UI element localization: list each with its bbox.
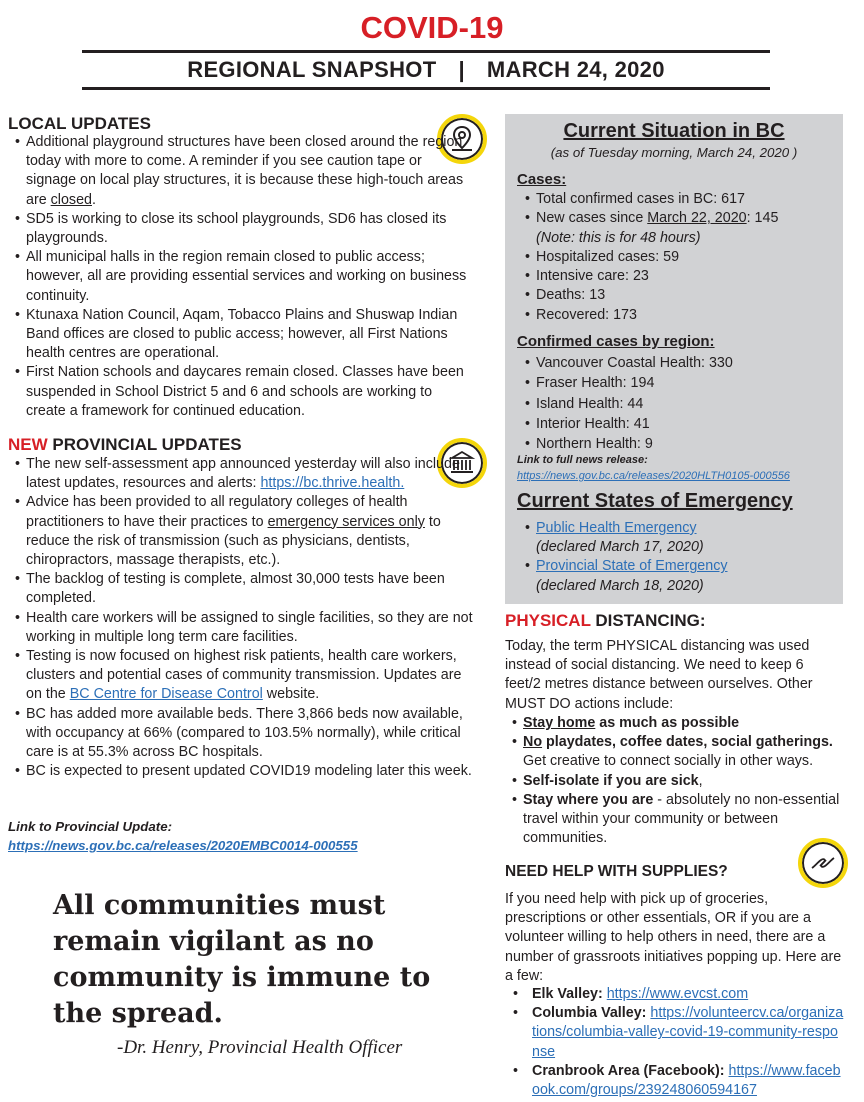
distancing-heading xyxy=(505,610,706,632)
item-text: BC has added more available beds. There 3,866 beds now available, with occupancy at 66% (compared to 103.5% normally), while critical care is at 55.3% across BC hospitals. xyxy=(26,705,463,761)
case-stat-text: Intensive care: 23 xyxy=(536,268,649,285)
local-update-item xyxy=(8,248,470,306)
distancing-rest: , xyxy=(698,772,703,789)
case-stat-text: Hospitalized cases: 59 xyxy=(536,248,680,265)
cases-heading: Cases: xyxy=(517,171,567,188)
region-item: • Fraser Health: 194 xyxy=(518,373,838,393)
supply-label: Columbia Valley: xyxy=(532,1005,647,1022)
heading-provincial-label: PROVINCIAL UPDATES xyxy=(47,435,242,454)
distancing-item xyxy=(505,772,850,791)
supply-label: Cranbrook Area (Facebook): xyxy=(532,1062,725,1079)
supply-item xyxy=(505,1004,845,1062)
quote-attribution: -Dr. Henry, Provincial Health Officer xyxy=(117,1037,403,1058)
emergency-item xyxy=(518,519,838,557)
emergency-link[interactable]: Public Health Emergency xyxy=(536,520,697,536)
bullet: • xyxy=(513,1062,519,1079)
case-stat-text: Total confirmed cases in BC: 617 xyxy=(536,191,745,207)
supply-link[interactable]: https://volunteercv.ca/organizations/columbia-valley-covid-19-community-response xyxy=(532,1005,844,1060)
case-stat-text: Recovered: 173 xyxy=(536,306,637,323)
supply-label: Elk Valley: xyxy=(532,986,603,1002)
supplies-intro: If you need help with pick up of groceries, prescriptions or other essentials, OR if you are a volunteer willing to help others in need, there are a number of grassroots initiatives popping up. Here are a few: xyxy=(505,891,842,984)
provincial-update-item xyxy=(8,705,478,763)
item-text: Advice has been provided to all regulatory colleges of health practitioners to have their practices to xyxy=(26,494,408,530)
item-underlined: closed xyxy=(50,191,92,208)
provincial-update-link[interactable]: https://news.gov.bc.ca/releases/2020EMBC0014-000555 xyxy=(8,838,358,853)
distancing-bold: Self-isolate if you are sick xyxy=(523,772,699,789)
local-update-item xyxy=(8,133,470,210)
local-update-item xyxy=(8,363,470,421)
region-item: • Vancouver Coastal Health: 330 xyxy=(518,353,838,373)
item-text: Additional playground structures have been closed around the region today with more to come. A reminder if you see caution tape or signage on local play structures, it is because these high-touch areas are xyxy=(26,134,464,208)
item-text: Testing is now focused on highest risk patients, health care workers, clusters and potential cases of community transmission. Updates are on the xyxy=(26,648,462,703)
case-stat-value: : 145 xyxy=(746,210,779,227)
situation-title: Current Situation in BC xyxy=(563,120,785,142)
case-stat-item xyxy=(518,190,838,209)
subtitle-left: REGIONAL SNAPSHOT xyxy=(187,57,437,82)
item-text-end: to reduce the risk of transmission (such as physicians, dentists, chiropractors, massage therapists, etc.). xyxy=(26,513,441,569)
news-release-link[interactable]: https://news.gov.bc.ca/releases/2020HLTH0105-000556 xyxy=(517,470,790,482)
case-stat-item xyxy=(518,306,838,325)
provincial-update-item xyxy=(8,647,478,705)
region-item: • Island Health: 44 xyxy=(518,394,838,414)
item-text: The new self-assessment app announced yesterday will also include latest updates, resources and alerts: xyxy=(26,456,460,492)
item-text: BC is expected to present updated COVID19 modeling later this week. xyxy=(26,763,472,780)
bullet: • xyxy=(513,986,519,1002)
news-link-label: Link to full news release: xyxy=(517,454,648,466)
emergency-link[interactable]: Provincial State of Emergency xyxy=(536,558,728,575)
distancing-bold: playdates, coffee dates, social gatherings. xyxy=(542,734,833,751)
item-link[interactable]: https://bc.thrive.health. xyxy=(260,475,405,492)
emergency-declared: (declared March 17, 2020) xyxy=(536,539,704,556)
distancing-item xyxy=(505,714,850,733)
item-text: Health care workers will be assigned to single facilities, so they are not working in multiple long term care facilities. xyxy=(26,609,473,645)
region-item: • Interior Health: 41 xyxy=(518,414,838,434)
item-text: The backlog of testing is complete, almost 30,000 tests have been completed. xyxy=(26,571,445,607)
region-item: • Northern Health: 9 xyxy=(518,434,838,454)
distancing-list xyxy=(505,714,850,848)
case-stat-text: New cases since xyxy=(536,210,648,227)
provincial-updates-heading xyxy=(8,434,242,456)
page-title: COVID-19 xyxy=(360,10,504,45)
case-stat-note: (Note: this is for 48 hours) xyxy=(536,229,701,246)
emergency-title: Current States of Emergency xyxy=(517,490,793,512)
supply-item xyxy=(505,985,845,1004)
helping-hands-icon xyxy=(798,838,848,888)
case-stat-date: March 22, 2020 xyxy=(647,210,747,227)
provincial-update-item xyxy=(8,762,478,781)
heading-distancing-label: DISTANCING: xyxy=(590,611,706,630)
distancing-rest: - absolutely no non-essential travel within your community or between communities. xyxy=(523,791,840,847)
distancing-key: Stay home xyxy=(523,715,596,731)
heading-physical-label: PHYSICAL xyxy=(505,611,591,630)
subtitle-separator: | xyxy=(458,57,465,82)
provincial-update-item xyxy=(8,609,478,647)
case-stat-text: Deaths: 13 xyxy=(536,287,606,304)
item-link[interactable]: BC Centre for Disease Control xyxy=(69,686,263,703)
cases-list xyxy=(518,190,838,325)
provincial-link-label: Link to Provincial Update: xyxy=(8,819,173,834)
local-updates-heading: LOCAL UPDATES xyxy=(8,114,151,133)
local-update-item xyxy=(8,210,470,248)
item-text-end: . xyxy=(91,191,96,208)
case-stat-item xyxy=(518,209,838,248)
provincial-update-item xyxy=(8,570,478,608)
distancing-bold: as much as possible xyxy=(595,715,740,731)
emergency-item xyxy=(518,557,838,595)
quote-text: All communities must remain vigilant as no community is immune to the spread. xyxy=(53,890,431,1029)
case-stat-item xyxy=(518,286,838,305)
distancing-key: No xyxy=(523,734,543,751)
supply-link[interactable]: https://www.facebook.com/groups/239248060594167 xyxy=(532,1062,841,1099)
supplies-heading: NEED HELP WITH SUPPLIES? xyxy=(505,863,728,880)
provincial-update-item xyxy=(8,493,478,570)
header-rule-top xyxy=(82,50,770,53)
provincial-updates-list xyxy=(8,455,478,781)
supply-item xyxy=(505,1062,845,1100)
local-updates-list xyxy=(8,133,470,421)
region-heading: Confirmed cases by region: xyxy=(517,333,715,350)
page-subtitle xyxy=(82,55,770,85)
item-text: Ktunaxa Nation Council, Aqam, Tobacco Plains and Shuswap Indian Band offices are closed to public access; however, all First Nations health centres are operational. xyxy=(26,306,458,362)
provincial-update-item xyxy=(8,455,478,493)
case-stat-item xyxy=(518,248,838,267)
distancing-item xyxy=(505,791,850,849)
region-list xyxy=(518,353,838,454)
heading-new-label: NEW xyxy=(8,435,48,454)
case-stat-item xyxy=(518,267,838,286)
distancing-rest: Get creative to connect socially in other ways. xyxy=(523,753,814,770)
situation-header xyxy=(505,118,843,161)
item-text: First Nation schools and daycares remain closed. Classes have been suspended in School District 5 and 6 and schools are working to create a framework for continued education. xyxy=(26,364,464,419)
distancing-bold: Stay where you are xyxy=(523,791,654,808)
local-update-item xyxy=(8,306,470,364)
item-text: SD5 is working to close its school playgrounds, SD6 has closed its playgrounds. xyxy=(26,210,447,247)
distancing-intro: Today, the term PHYSICAL distancing was used instead of social distancing. We need to keep 6 feet/2 metres distance between ourselves. Other MUST DO actions include: xyxy=(505,638,813,712)
item-text: All municipal halls in the region remain closed to public access; however, all are providing essential services and working on business continuity. xyxy=(26,249,467,304)
situation-as-of: (as of Tuesday morning, March 24, 2020 ) xyxy=(550,145,798,160)
item-underlined: emergency services only xyxy=(267,513,425,530)
bullet: • xyxy=(513,1005,519,1022)
supply-link[interactable]: https://www.evcst.com xyxy=(606,986,749,1002)
distancing-item xyxy=(505,733,850,771)
subtitle-date: MARCH 24, 2020 xyxy=(486,57,665,82)
supplies-list xyxy=(505,985,845,1100)
header-rule-bottom xyxy=(82,87,770,90)
emergency-declared: (declared March 18, 2020) xyxy=(536,577,704,594)
item-text-end: website. xyxy=(262,686,320,703)
emergency-list xyxy=(518,519,838,596)
